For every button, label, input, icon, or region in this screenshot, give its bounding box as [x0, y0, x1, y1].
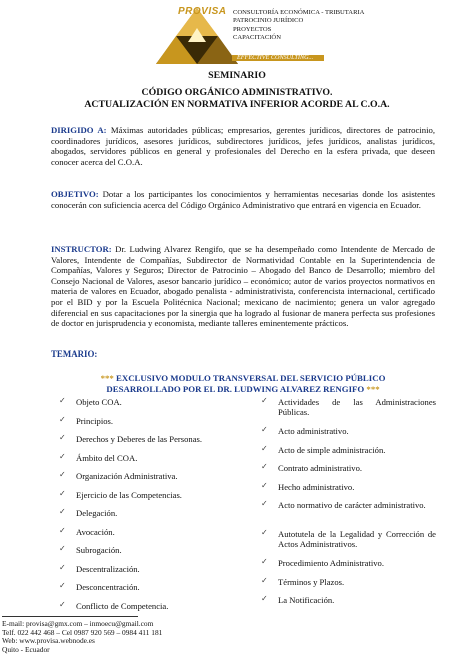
- item-text: Descentralización.: [76, 563, 140, 574]
- list-item: [261, 397, 436, 426]
- audience-section: [51, 125, 435, 167]
- objective-section: [51, 189, 435, 210]
- item-text: Objeto COA.: [76, 397, 122, 407]
- list-item: [261, 577, 436, 596]
- audience-text: Máximas autoridades públicas; empresarios, gerentes jurídicos, directores de patrocinio, coordinadores jurídicos, asesores jurídicos, subdirectores jurídicos, jefes jurídicos, analistas jurídicos, abogados, servidores públicos en general y profesionales del Derecho en la esfera privada, que deseen conocer acerca del C.O.A.: [51, 125, 435, 167]
- service-line: PROYECTOS: [233, 25, 272, 33]
- document-subtitle: ACTUALIZACIÓN EN NORMATIVA INFERIOR ACORDE AL C.O.A.: [84, 99, 390, 110]
- footer-divider: [2, 616, 138, 617]
- list-item: [59, 416, 239, 435]
- objective-label: OBJETIVO:: [51, 189, 99, 199]
- list-item: [59, 490, 239, 509]
- check-icon: ✓: [261, 443, 268, 453]
- syllabus-label: TEMARIO:: [51, 349, 98, 359]
- item-text: Conflicto de Competencia.: [76, 600, 169, 611]
- check-icon: ✓: [59, 507, 66, 516]
- list-item: [261, 595, 436, 614]
- check-icon: ✓: [59, 451, 66, 461]
- check-icon: ✓: [261, 499, 268, 508]
- item-text: Hecho administrativo.: [278, 481, 355, 492]
- check-icon: ✓: [59, 599, 66, 609]
- item-text: Contrato administrativo.: [278, 463, 363, 473]
- item-text: Ámbito del COA.: [76, 452, 138, 463]
- list-item: [59, 564, 239, 583]
- syllabus-title-2: [51, 384, 435, 395]
- item-text: Acto administrativo.: [278, 426, 349, 436]
- item-text: Autotutela de la Legalidad y Corrección de Actos Administrativos.: [278, 529, 436, 549]
- list-item: [261, 500, 436, 529]
- item-text: Delegación.: [76, 508, 118, 518]
- check-icon: ✓: [59, 544, 66, 553]
- item-text: Ejercicio de las Competencias.: [76, 489, 182, 500]
- item-text: Organización Administrativa.: [76, 471, 178, 481]
- check-icon: ✓: [59, 581, 66, 590]
- instructor-text: Dr. Ludwing Alvarez Rengifo, que se ha desempeñado como Intendente de Mercado de Valores, Intendente de Compañías, Subdirector de Normatividad Contable en la Superintendencia de Compañías, Valores y Seguros; Director de Patrocinio – Abogado del Banco de Desarrollo; miembro del Consejo Nacional de Valores, asesor bancario jurídico – económico; autor de varios proyectos normativos en materia de valores en Ecuador, abogado penalista - administrativista, conferencista internacional, certificado por el BID y por la Escuela Politécnica Nacional; mexicano de nacimiento; genera un valor agregado diferencial en sus capacitaciones por la sinergia que ha logrado al fusionar de manera perfecta sus profesiones de doctor en jurisprudencia y economista, mediante talleres eminentemente prácticos.: [51, 244, 435, 329]
- item-text: Avocación.: [76, 526, 115, 537]
- item-text: Desconcentración.: [76, 582, 140, 592]
- list-item: [261, 426, 436, 445]
- list-item: [59, 471, 239, 490]
- check-icon: ✓: [59, 562, 66, 572]
- footer-email: E-mail: provisa@gmx.com – inmoecu@gmail.com: [2, 619, 154, 628]
- document-title: CÓDIGO ORGÁNICO ADMINISTRATIVO.: [141, 87, 333, 98]
- check-icon: ✓: [261, 575, 268, 585]
- check-icon: ✓: [59, 470, 66, 479]
- list-item: [59, 397, 239, 416]
- check-icon: ✓: [59, 414, 66, 424]
- item-text: Actividades de las Administraciones Públicas.: [278, 397, 436, 417]
- syllabus-title-line2: DESARROLLADO POR EL DR. LUDWING ALVAREZ RENGIFO: [106, 384, 365, 394]
- item-text: La Notificación.: [278, 595, 335, 605]
- stars: ***: [366, 384, 380, 394]
- tagline: EFFECTIVE CONSULTING...: [237, 54, 314, 61]
- service-line: PATROCINIO JURÍDICO: [233, 17, 304, 25]
- syllabus-list-right: [261, 397, 436, 614]
- check-icon: ✓: [261, 425, 268, 434]
- footer-phone: Telf. 022 442 468 – Cel 0987 920 569 – 0984 411 181: [2, 627, 163, 637]
- list-item: [261, 445, 436, 464]
- check-icon: ✓: [59, 525, 66, 535]
- list-item: [59, 508, 239, 527]
- syllabus-title: [51, 373, 435, 384]
- list-item: [59, 434, 239, 453]
- service-line: CONSULTORÍA ECONÓMICA - TRIBUTARIA: [233, 9, 365, 16]
- company-services: [233, 9, 364, 43]
- footer-web: Web: www.provisa.webnode.es: [2, 636, 95, 646]
- list-item: [59, 582, 239, 601]
- stars: ***: [100, 373, 114, 383]
- check-icon: ✓: [261, 480, 268, 490]
- syllabus-title-line1: EXCLUSIVO MODULO TRANSVERSAL DEL SERVICIO PÚBLICO: [115, 373, 386, 383]
- item-text: Términos y Plazos.: [278, 576, 345, 587]
- item-text: Derechos y Deberes de las Personas.: [76, 434, 202, 444]
- instructor-label: INSTRUCTOR:: [51, 244, 112, 254]
- objective-text: Dotar a los participantes los conocimientos y herramientas necesarias donde los asistentes conocerán con suficiencia acerca del Código Orgánico Administrativo que entrará en vigencia en Ecuador.: [51, 189, 435, 210]
- check-icon: ✓: [59, 488, 66, 498]
- document-kicker: SEMINARIO: [208, 70, 266, 81]
- list-item: [261, 463, 436, 482]
- check-icon: ✓: [261, 594, 268, 603]
- list-item: [261, 558, 436, 577]
- item-text: Subrogación.: [76, 545, 122, 555]
- footer-contact: [2, 620, 162, 654]
- item-text: Procedimiento Administrativo.: [278, 558, 384, 568]
- service-line: CAPACITACIÓN: [233, 34, 281, 42]
- list-item: [59, 545, 239, 564]
- audience-label: DIRIGIDO A:: [51, 125, 107, 135]
- logo-wordmark: PROVISA: [178, 6, 227, 17]
- list-item: [59, 453, 239, 472]
- item-text: Acto de simple administración.: [278, 444, 386, 455]
- item-text: Principios.: [76, 415, 114, 426]
- list-item: [59, 527, 239, 546]
- check-icon: ✓: [59, 396, 66, 405]
- check-icon: ✓: [261, 462, 268, 471]
- check-icon: ✓: [261, 528, 268, 537]
- footer-city: Quito - Ecuador: [2, 644, 50, 654]
- instructor-section: [51, 244, 435, 329]
- check-icon: ✓: [261, 396, 268, 405]
- item-text: Acto normativo de carácter administrativo.: [278, 500, 426, 510]
- list-item: [261, 482, 436, 501]
- check-icon: ✓: [59, 433, 66, 442]
- check-icon: ✓: [261, 557, 268, 566]
- syllabus-list-left: [59, 397, 239, 619]
- list-item: [261, 529, 436, 558]
